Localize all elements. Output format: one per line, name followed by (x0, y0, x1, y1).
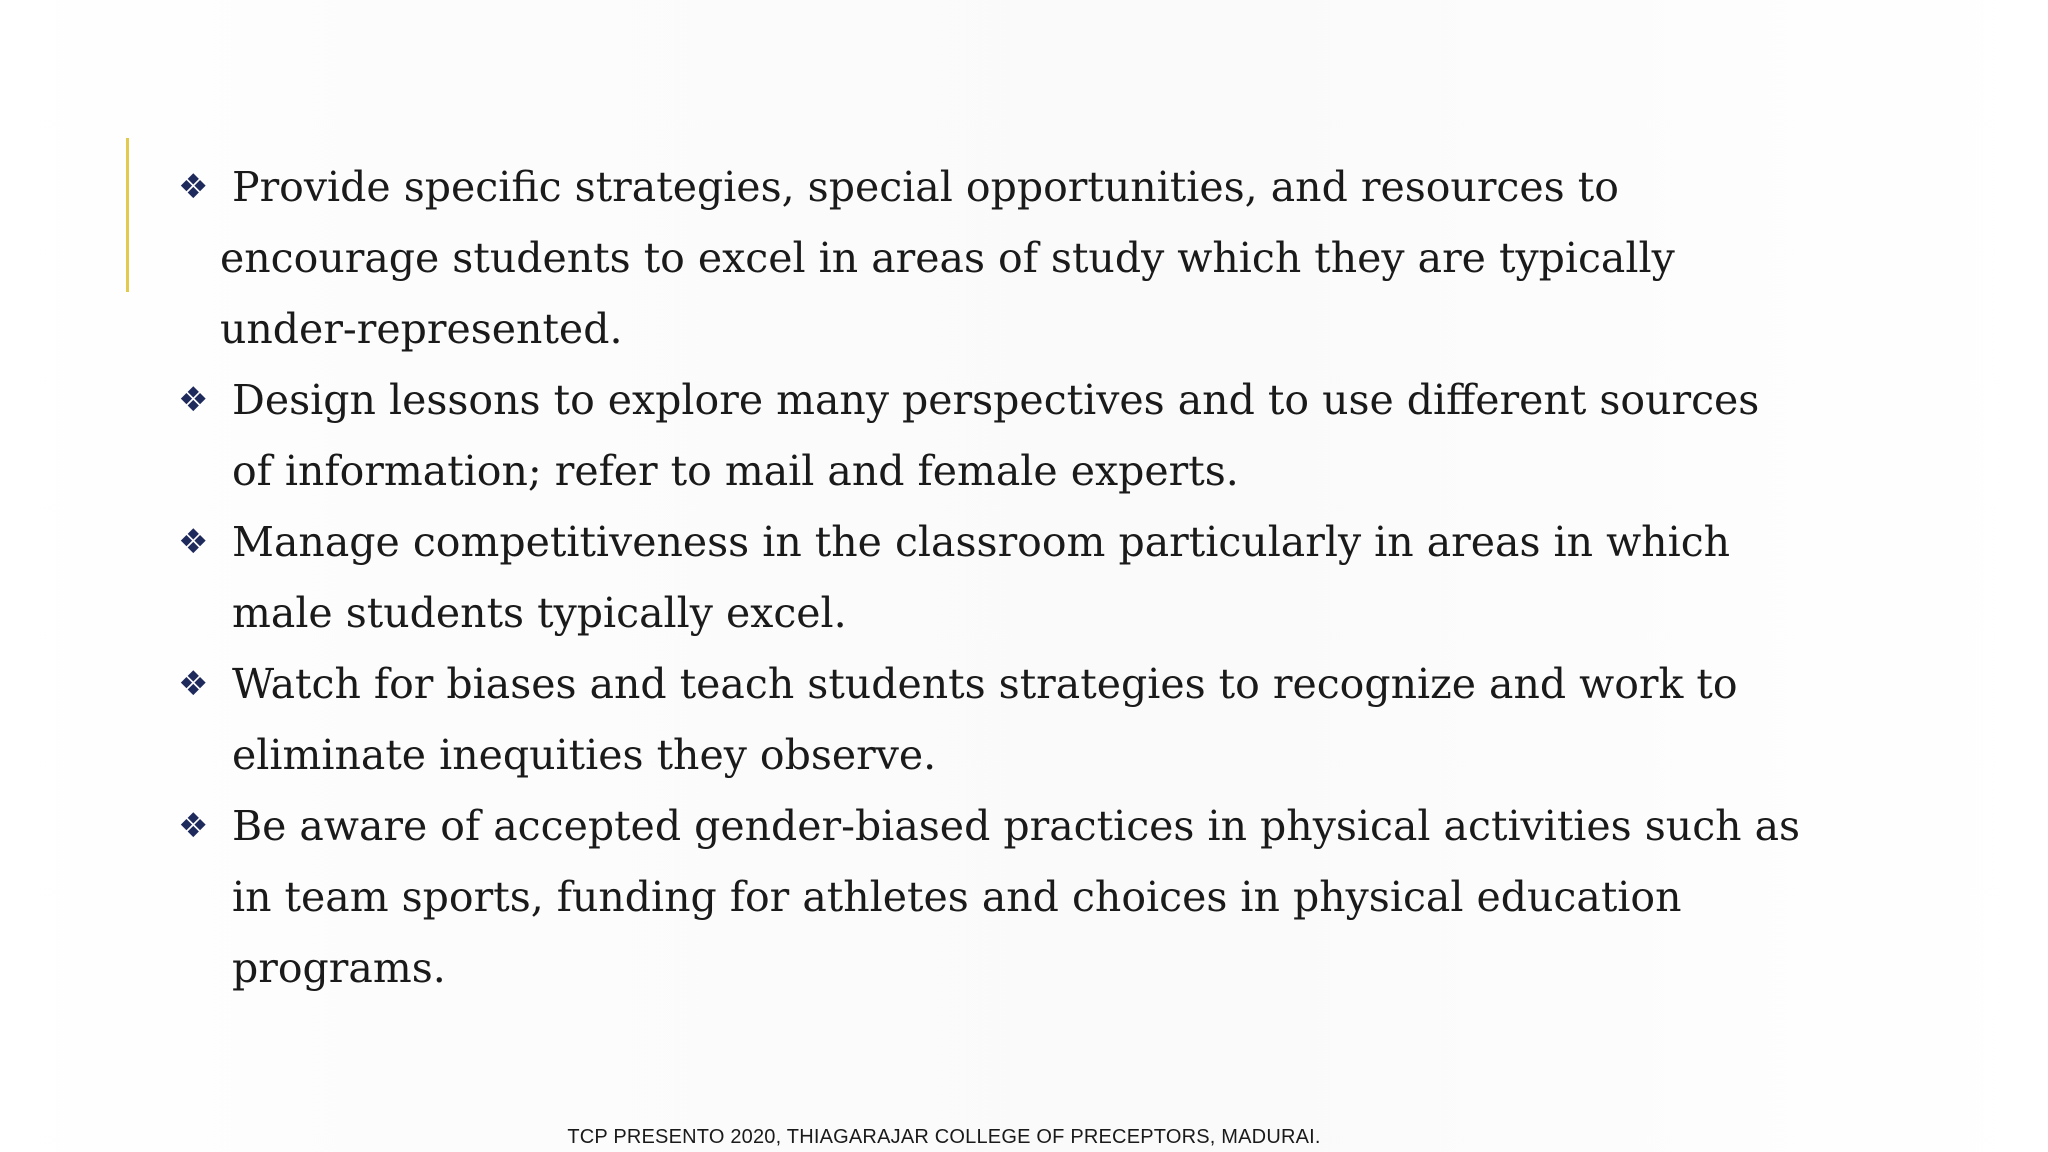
diamond-bullet-icon: ❖ (178, 380, 209, 420)
bullet-text-line: Manage competitiveness in the classroom particularly in areas in which (232, 518, 1731, 566)
bullet-item (178, 152, 1818, 365)
bullet-text-line: Watch for biases and teach students strategies to recognize and work to (232, 660, 1738, 708)
diamond-bullet-icon: ❖ (178, 806, 209, 846)
bullet-text-line: in team sports, funding for athletes and choices in physical education (232, 873, 1682, 921)
bullet-text-line: of information; refer to mail and female experts. (232, 447, 1239, 495)
bullet-item (178, 649, 1818, 791)
diamond-bullet-icon: ❖ (178, 167, 209, 207)
bullet-item (178, 507, 1818, 649)
bullet-text-line: Design lessons to explore many perspectives and to use different sources (232, 376, 1760, 424)
bullet-text-line: encourage students to excel in areas of study which they are typically (220, 234, 1675, 282)
accent-bar (126, 138, 129, 292)
bullet-text-line: under-represented. (220, 305, 623, 353)
diamond-bullet-icon: ❖ (178, 664, 209, 704)
bullet-item (178, 365, 1818, 507)
bullet-item (178, 791, 1818, 1004)
bullet-text-line: male students typically excel. (232, 589, 847, 637)
footer-text: TCP PRESENTO 2020, THIAGARAJAR COLLEGE OF PRECEPTORS, MADURAI. (567, 1126, 1321, 1148)
bullet-text-line: Be aware of accepted gender-biased practices in physical activities such as (232, 802, 1801, 850)
diamond-bullet-icon: ❖ (178, 522, 209, 562)
bullet-text-line: programs. (232, 944, 446, 992)
bullet-text-line: eliminate inequities they observe. (232, 731, 937, 779)
bullet-text-line: Provide specific strategies, special opportunities, and resources to (232, 163, 1619, 211)
bullet-list (178, 152, 1818, 1004)
